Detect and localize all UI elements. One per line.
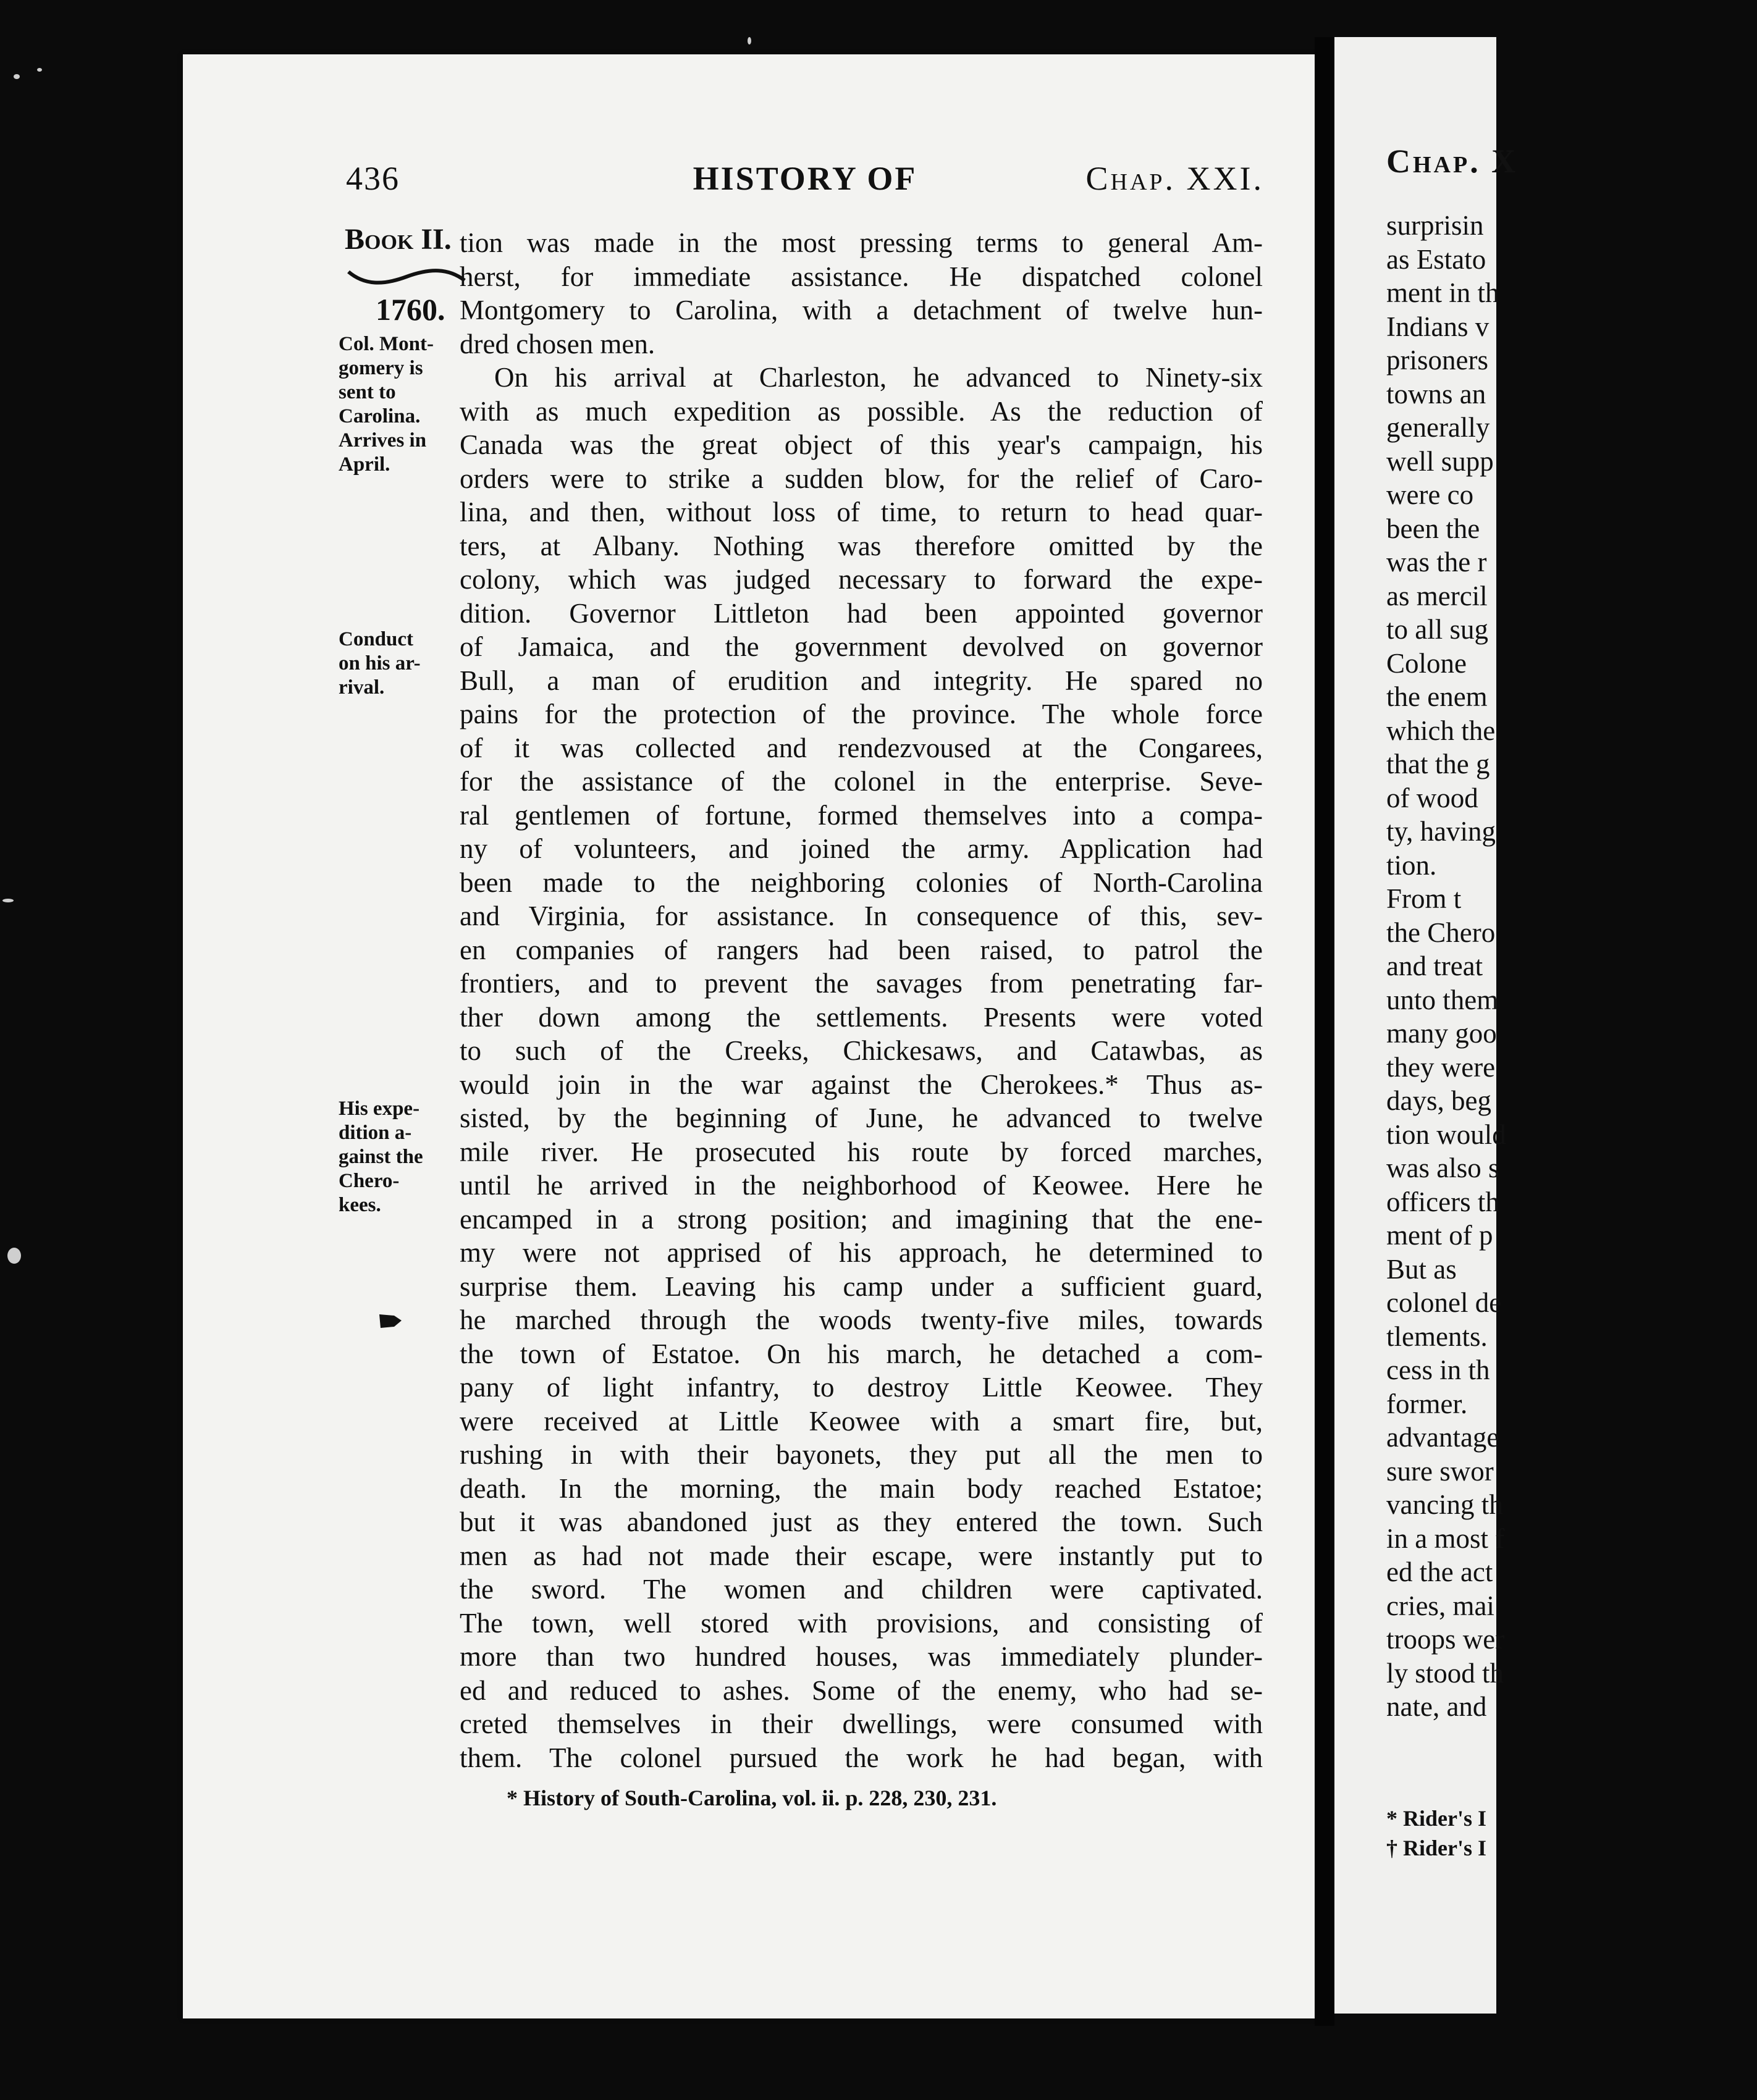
facing-text-line: to all sug bbox=[1386, 614, 1488, 645]
chapter-label: Chap. XXI. bbox=[1085, 160, 1264, 197]
facing-footnotes bbox=[1386, 1804, 1486, 1863]
text-line: with as much expedition as possible. As the reduction of bbox=[460, 395, 1263, 427]
side-note: Conduct on his ar- rival. bbox=[339, 628, 421, 699]
text-line: orders were to strike a sudden blow, for the relief of Caro- bbox=[460, 463, 1263, 494]
facing-text-line: Colone bbox=[1386, 647, 1467, 679]
text-line: lina, and then, without loss of time, to return to head quar- bbox=[460, 497, 1263, 527]
text-line: for the assistance of the colonel in the enterprise. Seve- bbox=[460, 766, 1263, 797]
text-line: of Jamaica, and the government devolved on governor bbox=[460, 631, 1263, 662]
side-note: His expe- dition a- gainst the Chero- kees. bbox=[339, 1098, 423, 1216]
text-line: pains for the protection of the province. The whole force bbox=[460, 699, 1263, 729]
text-line: the sword. The women and children were captivated. bbox=[460, 1574, 1263, 1605]
facing-text-line: unto them bbox=[1386, 984, 1499, 1015]
scan-speck bbox=[37, 68, 42, 72]
facing-text-line: of wood bbox=[1386, 782, 1478, 813]
text-line: surprise them. Leaving his camp under a sufficient guard, bbox=[460, 1270, 1263, 1302]
text-line: tion was made in the most pressing terms to general Am- bbox=[460, 227, 1263, 258]
text-line: dred chosen men. bbox=[460, 328, 655, 359]
text-line: the town of Estatoe. On his march, he detached a com- bbox=[460, 1338, 1263, 1369]
text-line: sisted, by the beginning of June, he advanced to twelve bbox=[460, 1102, 1263, 1133]
text-line: The town, well stored with provisions, and consisting of bbox=[460, 1607, 1263, 1639]
facing-text-line: they were bbox=[1386, 1051, 1496, 1083]
book-label: Book II. bbox=[345, 223, 452, 256]
text-line: dition. Governor Littleton had been appointed governor bbox=[460, 597, 1263, 629]
facing-text-line: tion. bbox=[1386, 849, 1437, 881]
facing-text-line: well supp bbox=[1386, 445, 1494, 477]
text-line: Canada was the great object of this year's campaign, his bbox=[460, 429, 1263, 460]
facing-text-line: the enem bbox=[1386, 681, 1488, 712]
facing-text-line: former. bbox=[1386, 1388, 1468, 1419]
facing-text-line: days, beg bbox=[1386, 1085, 1491, 1116]
facing-text-line: which the bbox=[1386, 715, 1496, 746]
text-line: Montgomery to Carolina, with a detachment of twelve hun- bbox=[460, 295, 1263, 326]
facing-text-line: prisoners bbox=[1386, 345, 1488, 376]
text-line: more than two hundred houses, was immediately plunder- bbox=[460, 1641, 1263, 1672]
facing-text-line: as Estato bbox=[1386, 243, 1486, 275]
facing-page bbox=[1334, 37, 1519, 2014]
text-line: would join in the war against the Cherokees.* Thus as- bbox=[460, 1069, 1263, 1100]
scan-speck bbox=[2, 899, 14, 902]
side-note: Col. Mont- gomery is sent to Carolina. Arrives in April. bbox=[339, 333, 434, 476]
text-line: On his arrival at Charleston, he advanced to Ninety-six bbox=[494, 362, 1263, 393]
facing-text-line: advantage bbox=[1386, 1422, 1499, 1453]
book-gutter bbox=[1315, 37, 1334, 2026]
text-line: en companies of rangers had been raised, to patrol the bbox=[460, 934, 1263, 965]
text-line: encamped in a strong position; and imagining that the ene- bbox=[460, 1203, 1263, 1235]
text-line: ters, at Albany. Nothing was therefore omitted by the bbox=[460, 530, 1263, 561]
facing-text-line: ed the act bbox=[1386, 1556, 1493, 1587]
facing-text-line: was also s bbox=[1386, 1153, 1499, 1183]
facing-text-line: surprisin bbox=[1386, 210, 1484, 241]
facing-text-line: been the bbox=[1386, 513, 1480, 544]
text-line: ther down among the settlements. Presents were voted bbox=[460, 1001, 1263, 1033]
text-line: death. In the morning, the main body reached Estatoe; bbox=[460, 1472, 1263, 1504]
text-line: colony, which was judged necessary to forward the expe- bbox=[460, 564, 1263, 595]
facing-text-line: the Chero bbox=[1386, 917, 1496, 948]
text-line: he marched through the woods twenty-five miles, towards bbox=[460, 1304, 1263, 1335]
facing-text-line: nate, and bbox=[1386, 1691, 1487, 1722]
body-text bbox=[460, 226, 1263, 1774]
swash-ornament-icon bbox=[346, 267, 467, 285]
facing-text-line: tion would bbox=[1386, 1119, 1506, 1150]
text-line: ed and reduced to ashes. Some of the enemy, who had se- bbox=[460, 1674, 1263, 1706]
facing-text-line: was the r bbox=[1386, 547, 1487, 578]
facing-text-line: cess in th bbox=[1386, 1354, 1490, 1385]
facing-text-line: ment of p bbox=[1386, 1220, 1493, 1251]
text-line: pany of light infantry, to destroy Little Keowee. They bbox=[460, 1372, 1263, 1403]
facing-text-line: ty, having bbox=[1386, 816, 1496, 847]
text-line: my were not apprised of his approach, he determined to bbox=[460, 1237, 1263, 1268]
facing-text-line: sure swor bbox=[1386, 1455, 1494, 1487]
facing-text-line: troops wer bbox=[1386, 1624, 1505, 1655]
facing-text-line: ment in th bbox=[1386, 277, 1499, 308]
text-line: them. The colonel pursued the work he had began, with bbox=[460, 1742, 1263, 1773]
facing-text-line: generally bbox=[1386, 412, 1490, 443]
page-number: 436 bbox=[346, 160, 400, 197]
facing-text-line: officers th bbox=[1386, 1186, 1499, 1217]
text-line: ral gentlemen of fortune, formed themselves into a compa- bbox=[460, 799, 1263, 831]
text-line: of it was collected and rendezvoused at the Congarees, bbox=[460, 732, 1263, 763]
running-title: HISTORY OF bbox=[693, 160, 917, 197]
text-line: were received at Little Keowee with a smart fire, but, bbox=[460, 1405, 1263, 1437]
facing-text-line: were co bbox=[1386, 479, 1474, 510]
facing-text-line: From t bbox=[1386, 883, 1462, 914]
year-label: 1760. bbox=[376, 292, 445, 327]
text-line: herst, for immediate assistance. He dispatched colonel bbox=[460, 261, 1263, 292]
scan-speck bbox=[7, 1248, 21, 1264]
facing-footnote: † Rider's I bbox=[1386, 1836, 1486, 1860]
facing-footnote: * Rider's I bbox=[1386, 1806, 1486, 1831]
text-line: men as had not made their escape, were instantly put to bbox=[460, 1540, 1263, 1571]
facing-text-line: But as bbox=[1386, 1253, 1457, 1285]
facing-text-line: Indians v bbox=[1386, 311, 1489, 342]
text-line: mile river. He prosecuted his route by forced marches, bbox=[460, 1136, 1263, 1167]
facing-text-line: ly stood th bbox=[1386, 1657, 1504, 1689]
running-head bbox=[346, 159, 1264, 209]
facing-text-line: cries, mai bbox=[1386, 1590, 1494, 1621]
facing-text-line: many goo bbox=[1386, 1018, 1497, 1049]
text-line: but it was abandoned just as they entered the town. Such bbox=[460, 1506, 1263, 1537]
text-line: been made to the neighboring colonies of North-Carolina bbox=[460, 867, 1263, 898]
text-line: Bull, a man of erudition and integrity. He spared no bbox=[460, 665, 1263, 696]
text-line: until he arrived in the neighborhood of Keowee. Here he bbox=[460, 1170, 1263, 1201]
text-line: and Virginia, for assistance. In consequence of this, sev- bbox=[460, 901, 1263, 931]
facing-text-line: in a most f bbox=[1386, 1522, 1505, 1554]
facing-text-line: and treat bbox=[1386, 951, 1483, 981]
facing-text-line: vancing th bbox=[1386, 1489, 1503, 1520]
facing-text-block bbox=[1386, 209, 1757, 1724]
scan-speck bbox=[748, 37, 751, 44]
facing-text-line: towns an bbox=[1386, 378, 1486, 410]
scan-speck bbox=[14, 74, 20, 79]
text-line: rushing in with their bayonets, they put all the men to bbox=[460, 1439, 1263, 1470]
pointer-mark-icon bbox=[378, 1309, 403, 1332]
text-line: frontiers, and to prevent the savages from penetrating far- bbox=[460, 968, 1263, 999]
facing-text-line: that the g bbox=[1386, 749, 1490, 779]
text-line: creted themselves in their dwellings, were consumed with bbox=[460, 1708, 1263, 1739]
footnote: * History of South-Carolina, vol. ii. p. 228, 230, 231. bbox=[507, 1786, 997, 1810]
text-line: ny of volunteers, and joined the army. Application had bbox=[460, 833, 1263, 864]
text-line: to such of the Creeks, Chickesaws, and Catawbas, as bbox=[460, 1035, 1263, 1066]
facing-text-line: as mercil bbox=[1386, 580, 1488, 611]
facing-text-line: tlements. bbox=[1386, 1321, 1488, 1352]
facing-text-line: colonel de bbox=[1386, 1287, 1502, 1318]
facing-running-head: Chap. X bbox=[1386, 143, 1519, 180]
